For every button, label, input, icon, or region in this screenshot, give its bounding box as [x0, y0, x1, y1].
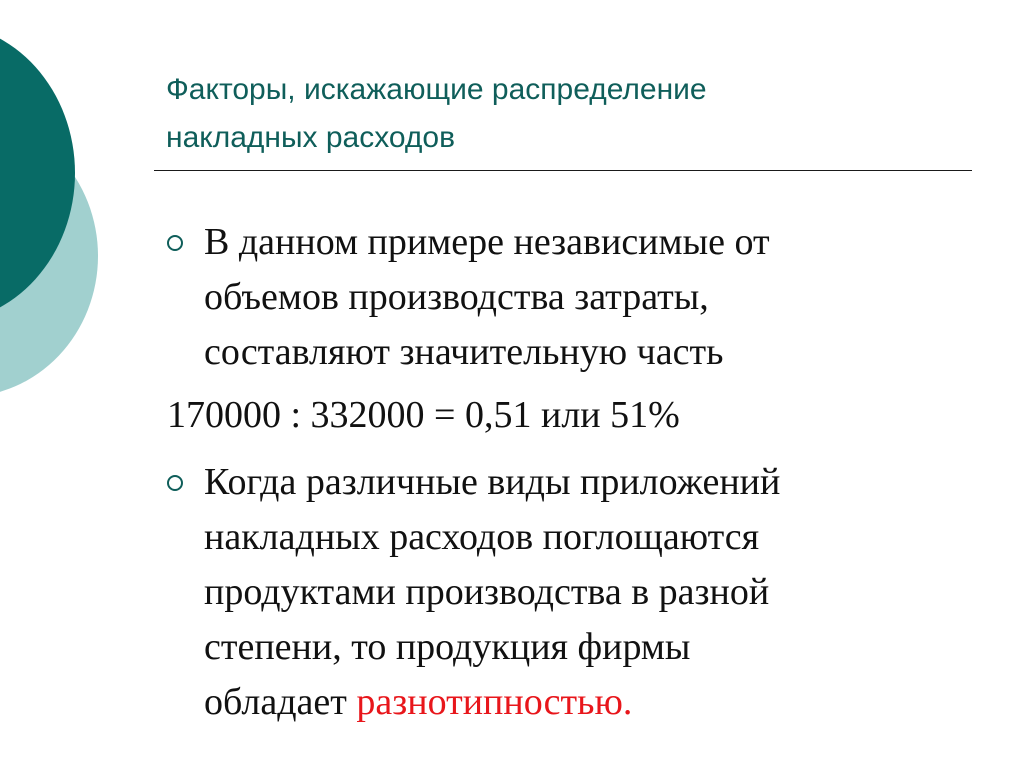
bullet-paragraph-1	[204, 215, 984, 380]
bullet-circle-icon	[167, 475, 183, 491]
bullet2-line-3: продуктами производства в разной	[204, 571, 770, 613]
title-line-2: накладных расходов	[166, 121, 456, 154]
bullet2-line-4: степени, то продукция фирмы	[204, 626, 691, 668]
bullet2-last-prefix: обладает	[204, 681, 357, 723]
bullet2-line-5	[204, 675, 984, 730]
title-line-1: Факторы, искажающие распределение	[166, 73, 707, 106]
bullet1-line-3: составляют значительную часть	[204, 331, 724, 373]
bullet1-line-1: В данном примере независимые от	[204, 221, 770, 263]
bullet2-line-1: Когда различные виды приложений	[204, 461, 781, 503]
formula-line: 170000 : 332000 = 0,51 или 51%	[167, 394, 680, 436]
bullet1-line-2: объемов производства затраты,	[204, 276, 709, 318]
highlighted-term: разнотипностью.	[356, 681, 633, 723]
bullet2-line-2: накладных расходов поглощаются	[204, 516, 760, 558]
bullet-paragraph-2	[204, 455, 984, 730]
bullet-circle-icon	[167, 235, 183, 251]
